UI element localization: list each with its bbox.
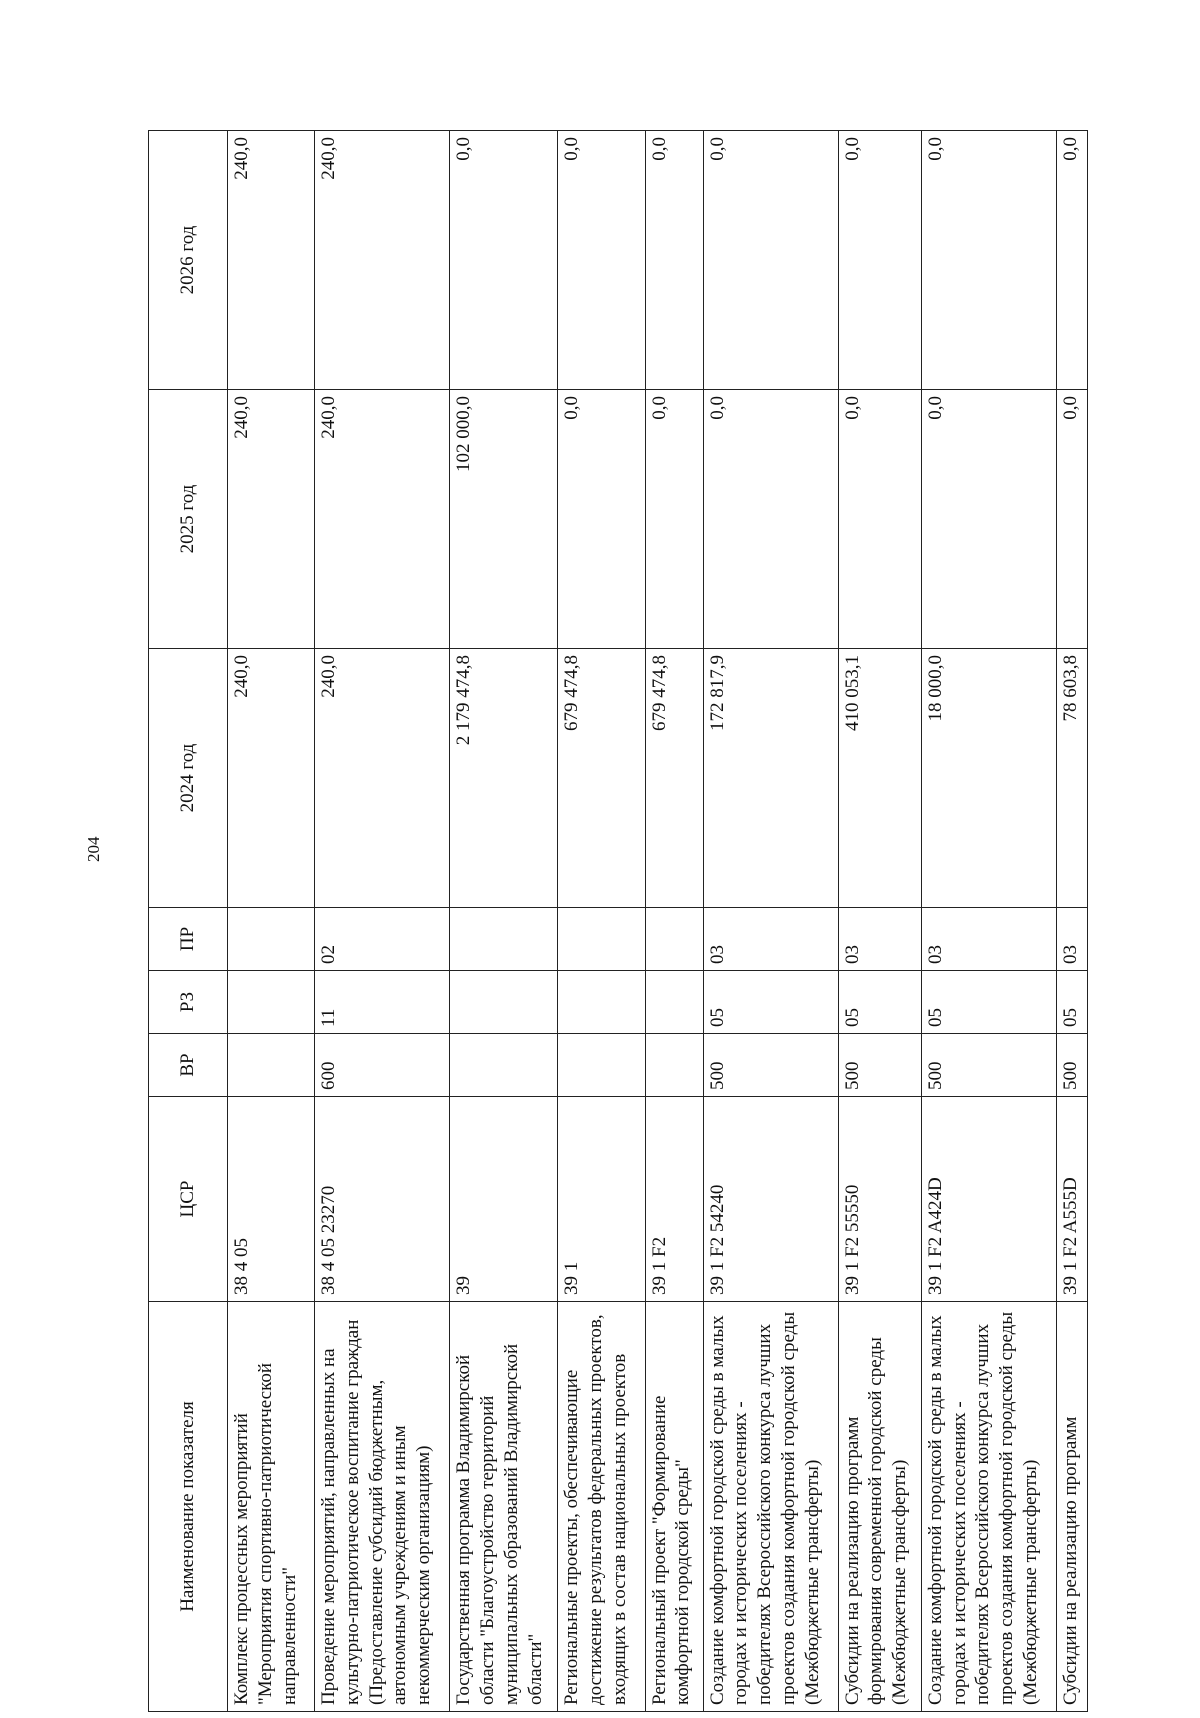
row-name: Государственная программа Владимирской области "Благоустройство территорий муниципальных образований Владимирской области"	[450, 1302, 558, 1712]
row-rz	[558, 971, 645, 1034]
table-row	[558, 131, 645, 1712]
row-2026: 0,0	[1056, 131, 1087, 390]
row-csr: 39	[450, 1097, 558, 1302]
header-pr: ПР	[149, 908, 228, 971]
row-2025: 0,0	[703, 390, 838, 649]
row-2024: 240,0	[228, 649, 315, 908]
row-csr: 39 1 F2	[645, 1097, 703, 1302]
table-header-row	[149, 131, 228, 1712]
row-2024: 78 603,8	[1056, 649, 1087, 908]
row-vr: 500	[838, 1034, 921, 1097]
header-rz: РЗ	[149, 971, 228, 1034]
row-name: Создание комфортной городской среды в малых городах и исторических поселениях - победителях Всероссийского конкурса лучших проектов создания комфортной городской среды (Межбюджетные трансферты)	[703, 1302, 838, 1712]
header-2026: 2026 год	[149, 131, 228, 390]
table-row	[838, 131, 921, 1712]
row-2025: 0,0	[558, 390, 645, 649]
row-rz	[228, 971, 315, 1034]
row-csr: 39 1 F2 A424D	[921, 1097, 1056, 1302]
row-2026: 240,0	[228, 131, 315, 390]
row-vr: 500	[921, 1034, 1056, 1097]
table-row	[645, 131, 703, 1712]
page-number: 204	[84, 836, 103, 862]
table-row	[228, 131, 315, 1712]
header-csr: ЦСР	[149, 1097, 228, 1302]
table-row	[315, 131, 450, 1712]
row-2026: 0,0	[645, 131, 703, 390]
table-row	[921, 131, 1056, 1712]
row-vr: 500	[1056, 1034, 1087, 1097]
table-row	[450, 131, 558, 1712]
row-2025: 0,0	[645, 390, 703, 649]
row-pr: 03	[703, 908, 838, 971]
row-rz	[450, 971, 558, 1034]
row-rz: 05	[1056, 971, 1087, 1034]
budget-table	[148, 130, 1088, 1712]
row-rz: 11	[315, 971, 450, 1034]
row-vr	[558, 1034, 645, 1097]
row-2026: 0,0	[450, 131, 558, 390]
row-2026: 240,0	[315, 131, 450, 390]
row-rz: 05	[921, 971, 1056, 1034]
row-name: Создание комфортной городской среды в малых городах и исторических поселениях - победителях Всероссийского конкурса лучших проектов создания комфортной городской среды (Межбюджетные трансферты)	[921, 1302, 1056, 1712]
row-pr	[228, 908, 315, 971]
table-row	[703, 131, 838, 1712]
row-name: Субсидии на реализацию программ формирования современной городской среды (Межбюджетные трансферты)	[838, 1302, 921, 1712]
row-rz: 05	[703, 971, 838, 1034]
row-2024: 18 000,0	[921, 649, 1056, 908]
header-2024: 2024 год	[149, 649, 228, 908]
row-pr: 03	[921, 908, 1056, 971]
rotated-document	[148, 132, 1088, 1712]
row-2025: 240,0	[228, 390, 315, 649]
row-2024: 410 053,1	[838, 649, 921, 908]
row-2025: 0,0	[838, 390, 921, 649]
row-name: Региональный проект "Формирование комфортной городской среды"	[645, 1302, 703, 1712]
row-2024: 172 817,9	[703, 649, 838, 908]
row-2025: 0,0	[1056, 390, 1087, 649]
row-pr	[645, 908, 703, 971]
row-csr: 39 1 F2 55550	[838, 1097, 921, 1302]
row-pr	[558, 908, 645, 971]
row-csr: 38 4 05 23270	[315, 1097, 450, 1302]
row-2025: 102 000,0	[450, 390, 558, 649]
row-csr: 38 4 05	[228, 1097, 315, 1302]
row-rz: 05	[838, 971, 921, 1034]
row-name: Субсидии на реализацию программ	[1056, 1302, 1087, 1712]
header-vr: ВР	[149, 1034, 228, 1097]
row-vr: 500	[703, 1034, 838, 1097]
row-vr	[645, 1034, 703, 1097]
row-2024: 240,0	[315, 649, 450, 908]
row-vr: 600	[315, 1034, 450, 1097]
row-pr: 03	[838, 908, 921, 971]
row-name: Региональные проекты, обеспечивающие достижение результатов федеральных проектов, входящих в состав национальных проектов	[558, 1302, 645, 1712]
row-2026: 0,0	[921, 131, 1056, 390]
row-2026: 0,0	[558, 131, 645, 390]
row-name: Комплекс процессных мероприятий "Мероприятия спортивно-патриотической направленности"	[228, 1302, 315, 1712]
row-2026: 0,0	[838, 131, 921, 390]
row-2025: 240,0	[315, 390, 450, 649]
row-csr: 39 1	[558, 1097, 645, 1302]
row-vr	[450, 1034, 558, 1097]
row-2026: 0,0	[703, 131, 838, 390]
header-2025: 2025 год	[149, 390, 228, 649]
row-pr: 02	[315, 908, 450, 971]
row-2024: 679 474,8	[558, 649, 645, 908]
table-row	[1056, 131, 1087, 1712]
row-2024: 2 179 474,8	[450, 649, 558, 908]
row-rz	[645, 971, 703, 1034]
row-pr	[450, 908, 558, 971]
row-vr	[228, 1034, 315, 1097]
row-2025: 0,0	[921, 390, 1056, 649]
row-pr: 03	[1056, 908, 1087, 971]
header-name: Наименование показателя	[149, 1302, 228, 1712]
row-csr: 39 1 F2 54240	[703, 1097, 838, 1302]
row-name: Проведение мероприятий, направленных на культурно-патриотическое воспитание граждан (Предоставление субсидий бюджетным, автономным учреждениям и иным некоммерческим организациям)	[315, 1302, 450, 1712]
row-2024: 679 474,8	[645, 649, 703, 908]
row-csr: 39 1 F2 A555D	[1056, 1097, 1087, 1302]
